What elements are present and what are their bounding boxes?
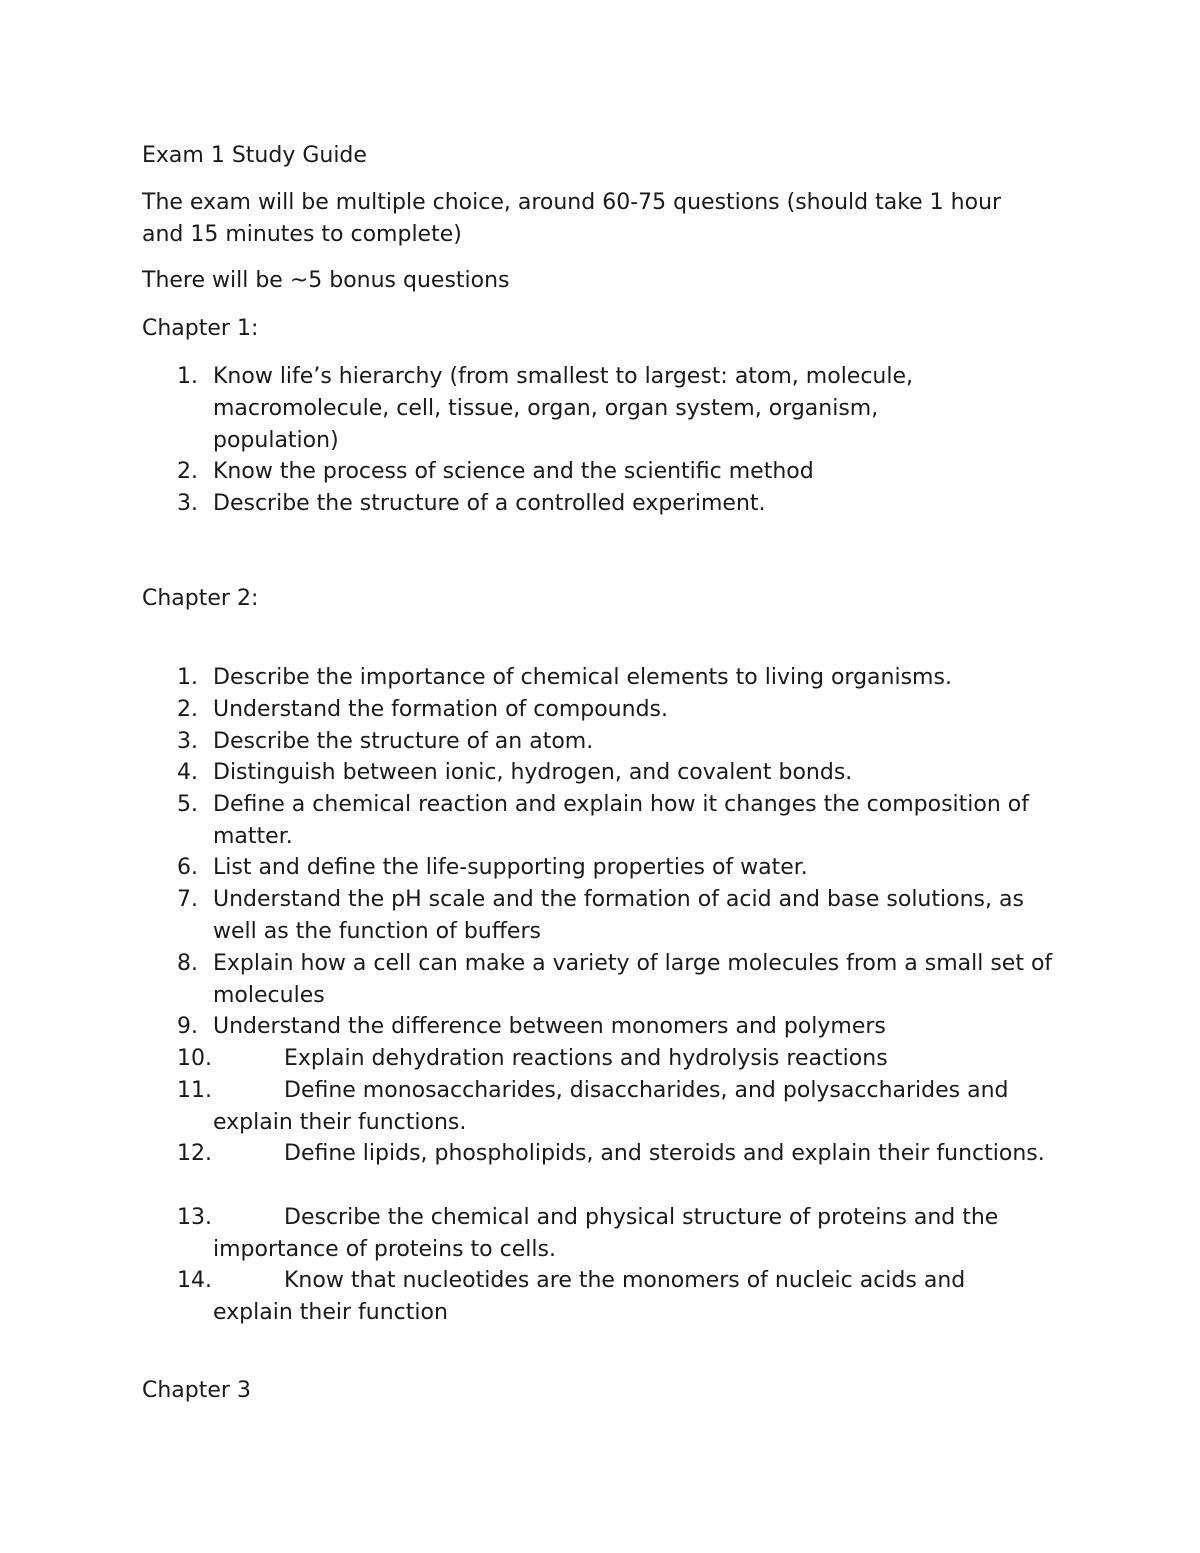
list-text: Define lipids, phospholipids, and steroids and explain their functions. (284, 1141, 1045, 1166)
list-number: 14. (177, 1268, 212, 1293)
list-number: 9. (177, 1014, 198, 1039)
chapter-2-item-3 (142, 726, 1072, 758)
chapter-2-item-11 (142, 1075, 1072, 1139)
list-text: List and define the life-supporting properties of water. (213, 855, 808, 880)
chapter-2-item-2 (142, 694, 1072, 726)
list-text: Describe the importance of chemical elements to living organisms. (213, 665, 952, 690)
chapter-2-item-6 (142, 852, 1072, 884)
list-number: 4. (177, 760, 198, 785)
chapter-2-item-4 (142, 757, 1072, 789)
list-number: 11. (177, 1078, 212, 1103)
list-text: Know life’s hierarchy (from smallest to largest: atom, molecule, macromolecule, cell, tissue, organ, organ system, organism, population) (213, 364, 914, 453)
intro-paragraph: The exam will be multiple choice, around 60-75 questions (should take 1 hour and 15 minutes to complete) (142, 190, 1002, 247)
bonus-paragraph: There will be ~5 bonus questions (142, 268, 510, 293)
list-text: Understand the difference between monomers and polymers (213, 1014, 886, 1039)
list-number: 5. (177, 792, 198, 817)
chapter-1-item-2 (142, 456, 1072, 488)
chapter-1-heading: Chapter 1: (142, 316, 259, 341)
list-text: Describe the structure of an atom. (213, 729, 594, 754)
list-text: Understand the pH scale and the formation of acid and base solutions, as well as the function of buffers (213, 887, 1024, 944)
list-number: 1. (177, 364, 198, 389)
chapter-2-item-5 (142, 789, 1072, 853)
chapter-2-item-9 (142, 1011, 1072, 1043)
list-number: 1. (177, 665, 198, 690)
list-text: Understand the formation of compounds. (213, 697, 668, 722)
list-text: Define monosaccharides, disaccharides, and polysaccharides and explain their functions. (213, 1078, 1009, 1135)
list-number: 13. (177, 1205, 212, 1230)
chapter-2-item-7 (142, 884, 1072, 948)
list-text: Distinguish between ionic, hydrogen, and covalent bonds. (213, 760, 853, 785)
list-number: 10. (177, 1046, 212, 1071)
chapter-1-item-1 (142, 361, 1002, 457)
chapter-1-item-3 (142, 488, 1072, 520)
chapter-2-item-14 (142, 1265, 1042, 1329)
document-title: Exam 1 Study Guide (142, 143, 367, 168)
chapter-2-item-13 (142, 1202, 1072, 1266)
list-number: 2. (177, 459, 198, 484)
list-number: 3. (177, 491, 198, 516)
chapter-2-item-10 (142, 1043, 1072, 1075)
chapter-2-heading: Chapter 2: (142, 586, 259, 611)
chapter-2-item-8 (142, 948, 1072, 1012)
list-number: 7. (177, 887, 198, 912)
list-text: Define a chemical reaction and explain how it changes the composition of matter. (213, 792, 1030, 849)
list-number: 6. (177, 855, 198, 880)
list-text: Know that nucleotides are the monomers of nucleic acids and explain their function (213, 1268, 966, 1325)
chapter-2-item-1 (142, 662, 1072, 694)
list-text: Explain dehydration reactions and hydrolysis reactions (284, 1046, 888, 1071)
list-number: 12. (177, 1141, 212, 1166)
list-number: 3. (177, 729, 198, 754)
chapter-3-heading: Chapter 3 (142, 1378, 251, 1403)
list-text: Know the process of science and the scientific method (213, 459, 814, 484)
list-number: 2. (177, 697, 198, 722)
list-text: Explain how a cell can make a variety of large molecules from a small set of molecules (213, 951, 1053, 1008)
list-text: Describe the chemical and physical structure of proteins and the importance of proteins to cells. (213, 1205, 999, 1262)
list-number: 8. (177, 951, 198, 976)
chapter-2-item-12 (142, 1138, 1072, 1170)
list-text: Describe the structure of a controlled experiment. (213, 491, 766, 516)
